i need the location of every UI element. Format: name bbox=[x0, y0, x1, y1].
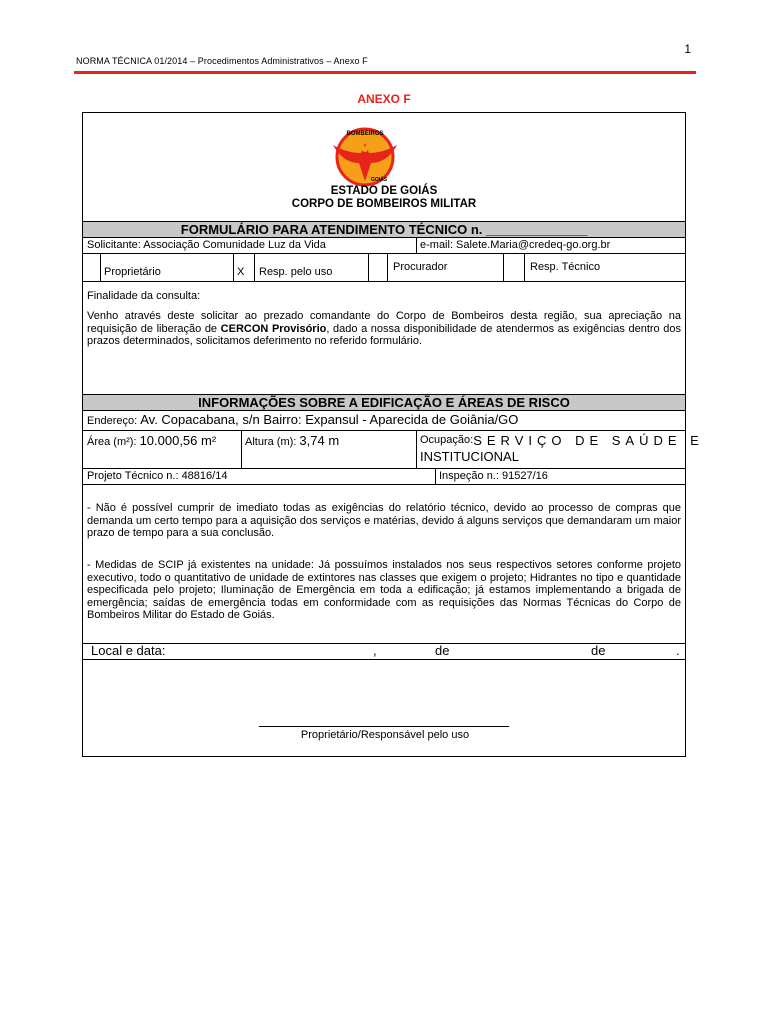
address-field: Endereço: Av. Copacabana, s/n Bairro: Expansul - Aparecida de Goiânia/GO bbox=[87, 412, 519, 427]
signature-line bbox=[259, 726, 509, 727]
project-number: Projeto Técnico n.: 48816/14 bbox=[87, 470, 228, 482]
department-name: CORPO DE BOMBEIROS MILITAR bbox=[291, 198, 477, 210]
email-field: e-mail: Salete.Maria@credeq-go.org.br bbox=[420, 239, 611, 251]
divider bbox=[100, 253, 101, 281]
divider bbox=[241, 430, 242, 468]
divider bbox=[83, 468, 685, 469]
building-info-band bbox=[83, 394, 685, 411]
observation-paragraph-2: - Medidas de SCIP já existentes na unidade: Já possuímos instalados nos seus respectivos setores conforme projeto executivo, todo o quantitativo de unidade de extintores nas classes que exigem o projeto; Hidrantes no tipo e quantidade especificada pelo projeto; Iluminação de Emergência em toda a edificação; já estamos implementando a brigada de emergência; saídas de emergência todas em conformidade com as requisições das Normas Técnicas do Corpo de Bombeiros Militar do Estado de Goiás. bbox=[87, 559, 681, 622]
fire-department-logo bbox=[327, 123, 403, 189]
form-title: FORMULÁRIO PARA ATENDIMENTO TÉCNICO n. ______________ bbox=[180, 222, 588, 237]
consultation-text: Venho através deste solicitar ao prezado comandante do Corpo de Bombeiros desta região, sua apreciação na requisição de liberação de CERCON Provisório, dado a nossa disponibilidade de atendermos as exigências dentro dos prazos determinados, solicitamos deferimento no referido formulário. bbox=[87, 310, 681, 348]
inspection-number: Inspeção n.: 91527/16 bbox=[439, 470, 548, 482]
divider bbox=[83, 659, 685, 660]
role-checkbox-mark: X bbox=[237, 266, 245, 278]
place-date-de-1: de bbox=[435, 643, 450, 658]
role-responsible-use: Resp. pelo uso bbox=[259, 266, 333, 278]
divider bbox=[416, 238, 417, 253]
divider bbox=[368, 253, 369, 281]
institution-heading bbox=[83, 185, 685, 211]
consultation-label: Finalidade da consulta: bbox=[87, 290, 201, 302]
place-date-de-2: de bbox=[591, 643, 606, 658]
divider bbox=[387, 253, 388, 281]
divider bbox=[83, 281, 685, 282]
place-date-comma: , bbox=[373, 643, 377, 658]
divider bbox=[83, 253, 685, 254]
page-number: 1 bbox=[684, 42, 691, 56]
divider bbox=[254, 253, 255, 281]
place-date-period: . bbox=[676, 643, 680, 658]
role-technical: Resp. Técnico bbox=[530, 261, 601, 273]
requester-field: Solicitante: Associação Comunidade Luz da Vida bbox=[87, 239, 326, 251]
state-name: ESTADO DE GOIÁS bbox=[330, 185, 438, 197]
header-rule bbox=[74, 71, 696, 74]
svg-text:BOMBEIROS: BOMBEIROS bbox=[346, 131, 384, 137]
place-date-label: Local e data: bbox=[91, 643, 166, 658]
divider bbox=[83, 430, 685, 431]
divider bbox=[503, 253, 504, 281]
form-frame bbox=[82, 112, 704, 757]
divider bbox=[233, 253, 234, 281]
observation-paragraph-1: - Não é possível cumprir de imediato todas as exigências do relatório técnico, devido ao processo de compras que demanda um certo tempo para a aquisição dos serviços e matérias, devido á alguns serviços que demandaram um maior prazo de tempo para a sua conclusão. bbox=[87, 502, 681, 540]
running-header: NORMA TÉCNICA 01/2014 – Procedimentos Administrativos – Anexo F bbox=[76, 56, 368, 66]
divider bbox=[416, 430, 417, 468]
height-field: Altura (m): 3,74 m bbox=[245, 433, 340, 448]
building-info-title: INFORMAÇÕES SOBRE A EDIFICAÇÃO E ÁREAS DE RISCO bbox=[198, 395, 570, 410]
role-attorney: Procurador bbox=[393, 261, 448, 273]
divider bbox=[524, 253, 525, 281]
role-owner: Proprietário bbox=[104, 266, 161, 278]
svg-text:GOIÁS: GOIÁS bbox=[370, 177, 388, 183]
divider bbox=[83, 484, 685, 485]
area-field: Área (m²): 10.000,56 m² bbox=[87, 433, 217, 448]
divider bbox=[435, 468, 436, 485]
occupation-field: Ocupação: SERVIÇO DE SAÚDE E INSTITUCIONAL bbox=[420, 433, 704, 464]
signature-caption: Proprietário/Responsável pelo uso bbox=[300, 729, 470, 741]
annex-title: ANEXO F bbox=[357, 92, 411, 106]
form-title-band bbox=[83, 221, 685, 238]
